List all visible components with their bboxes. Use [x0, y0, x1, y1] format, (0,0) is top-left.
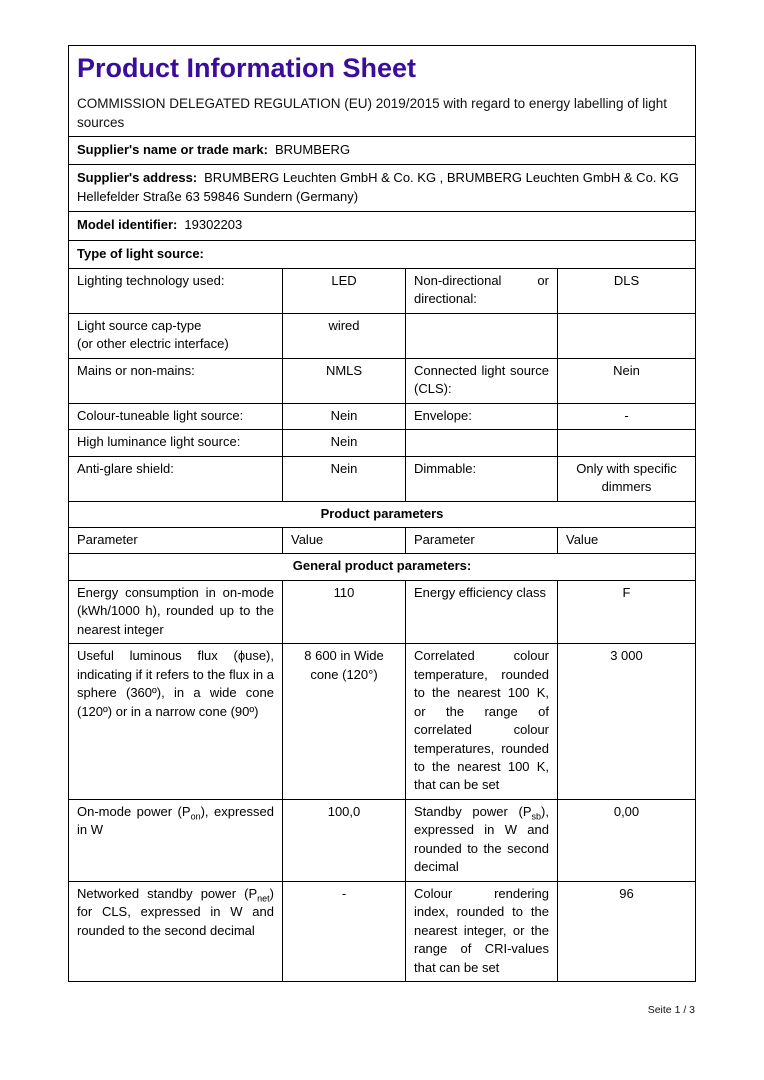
value-cell: F — [558, 580, 696, 643]
model-identifier-row — [69, 212, 696, 240]
param-cell: Connected light source (CLS): — [406, 358, 558, 403]
table-row — [69, 358, 696, 403]
general-parameters-heading-row — [69, 554, 696, 580]
supplier-address-label: Supplier's address: — [77, 170, 198, 186]
regulation-subtitle: COMMISSION DELEGATED REGULATION (EU) 2019/2015 with regard to energy labelling of light sources — [77, 96, 667, 130]
page-number: Seite 1 / 3 — [647, 1004, 695, 1016]
param-cell: Colour-tuneable light source: — [69, 403, 283, 429]
supplier-name-label: Supplier's name or trade mark: — [77, 141, 268, 157]
supplier-address-row — [69, 165, 696, 212]
product-parameters-heading: Product parameters — [69, 501, 696, 527]
value-cell: Nein — [558, 358, 696, 403]
value-cell: 8 600 in Wide cone (120°) — [283, 644, 406, 800]
model-identifier-value: 19302203 — [184, 217, 243, 233]
param-cell: High luminance light source: — [69, 430, 283, 456]
table-row — [69, 456, 696, 501]
value-cell: LED — [283, 269, 406, 314]
param-cell: Dimmable: — [406, 456, 558, 501]
model-identifier-label: Model identifier: — [77, 217, 178, 233]
param-cell: Envelope: — [406, 403, 558, 429]
value-cell: - — [558, 403, 696, 429]
param-cell — [406, 313, 558, 358]
column-header: Parameter — [406, 528, 558, 554]
value-cell: - — [283, 881, 406, 981]
param-cell — [406, 430, 558, 456]
product-info-table — [68, 45, 696, 982]
type-of-light-source-label: Type of light source: — [77, 245, 204, 261]
param-cell: Light source cap-type (or other electric interface) — [69, 313, 283, 358]
value-cell: DLS — [558, 269, 696, 314]
page-title: Product Information Sheet — [77, 53, 417, 83]
document-page — [68, 45, 695, 982]
value-cell: 3 000 — [558, 644, 696, 800]
param-cell: Correlated colour temperature, rounded to the nearest 100 K, or the range of correlated colour temperatures, rounded to the nearest 100 K, that can be set — [406, 644, 558, 800]
column-header: Value — [558, 528, 696, 554]
param-cell: On-mode power $(P_{on})$, expressed in W — [69, 799, 283, 881]
table-row — [69, 430, 696, 456]
value-cell: Nein — [283, 430, 406, 456]
param-cell: Mains or non-mains: — [69, 358, 283, 403]
type-of-light-source-row — [69, 240, 696, 268]
value-cell: 96 — [558, 881, 696, 981]
param-cell: Anti-glare shield: — [69, 456, 283, 501]
param-cell: Networked standby power $(P_{net})$ for CLS, expressed in W and rounded to the second decimal — [69, 881, 283, 981]
param-cell: Energy efficiency class — [406, 580, 558, 643]
supplier-name-row — [69, 136, 696, 164]
param-cell: Lighting technology used: — [69, 269, 283, 314]
param-cell: Energy consumption in on-mode (kWh/1000 h), rounded up to the nearest integer — [69, 580, 283, 643]
table-row — [69, 799, 696, 881]
table-row — [69, 644, 696, 800]
value-cell: Only with specific dimmers — [558, 456, 696, 501]
value-cell: Nein — [283, 456, 406, 501]
table-row — [69, 580, 696, 643]
param-cell: Colour rendering index, rounded to the nearest integer, or the range of CRI-values that can be set — [406, 881, 558, 981]
column-header-row — [69, 528, 696, 554]
column-header: Parameter — [69, 528, 283, 554]
param-cell: Standby power $(P_{sb})$, expressed in W and rounded to the second decimal — [406, 799, 558, 881]
supplier-address-value: BRUMBERG Leuchten GmbH & Co. KG , BRUMBERG Leuchten GmbH & Co. KG Hellefelder Straße 63 59846 Sundern (Germany) — [77, 170, 679, 204]
product-parameters-heading-row — [69, 501, 696, 527]
value-cell: 0,00 — [558, 799, 696, 881]
value-cell: Nein — [283, 403, 406, 429]
value-cell: NMLS — [283, 358, 406, 403]
table-row — [69, 269, 696, 314]
table-row — [69, 881, 696, 981]
value-cell — [558, 313, 696, 358]
column-header: Value — [283, 528, 406, 554]
header-row — [69, 46, 696, 137]
value-cell: 110 — [283, 580, 406, 643]
value-cell: wired — [283, 313, 406, 358]
value-cell: 100,0 — [283, 799, 406, 881]
table-row — [69, 313, 696, 358]
param-cell: Useful luminous flux (ϕuse), indicating if it refers to the flux in a sphere (360º), in a wide cone (120º) or in a narrow cone (90º) — [69, 644, 283, 800]
supplier-name-value: BRUMBERG — [274, 141, 351, 157]
table-row — [69, 403, 696, 429]
param-cell: Non-directional or directional: — [406, 269, 558, 314]
value-cell — [558, 430, 696, 456]
general-parameters-heading: General product parameters: — [69, 554, 696, 580]
